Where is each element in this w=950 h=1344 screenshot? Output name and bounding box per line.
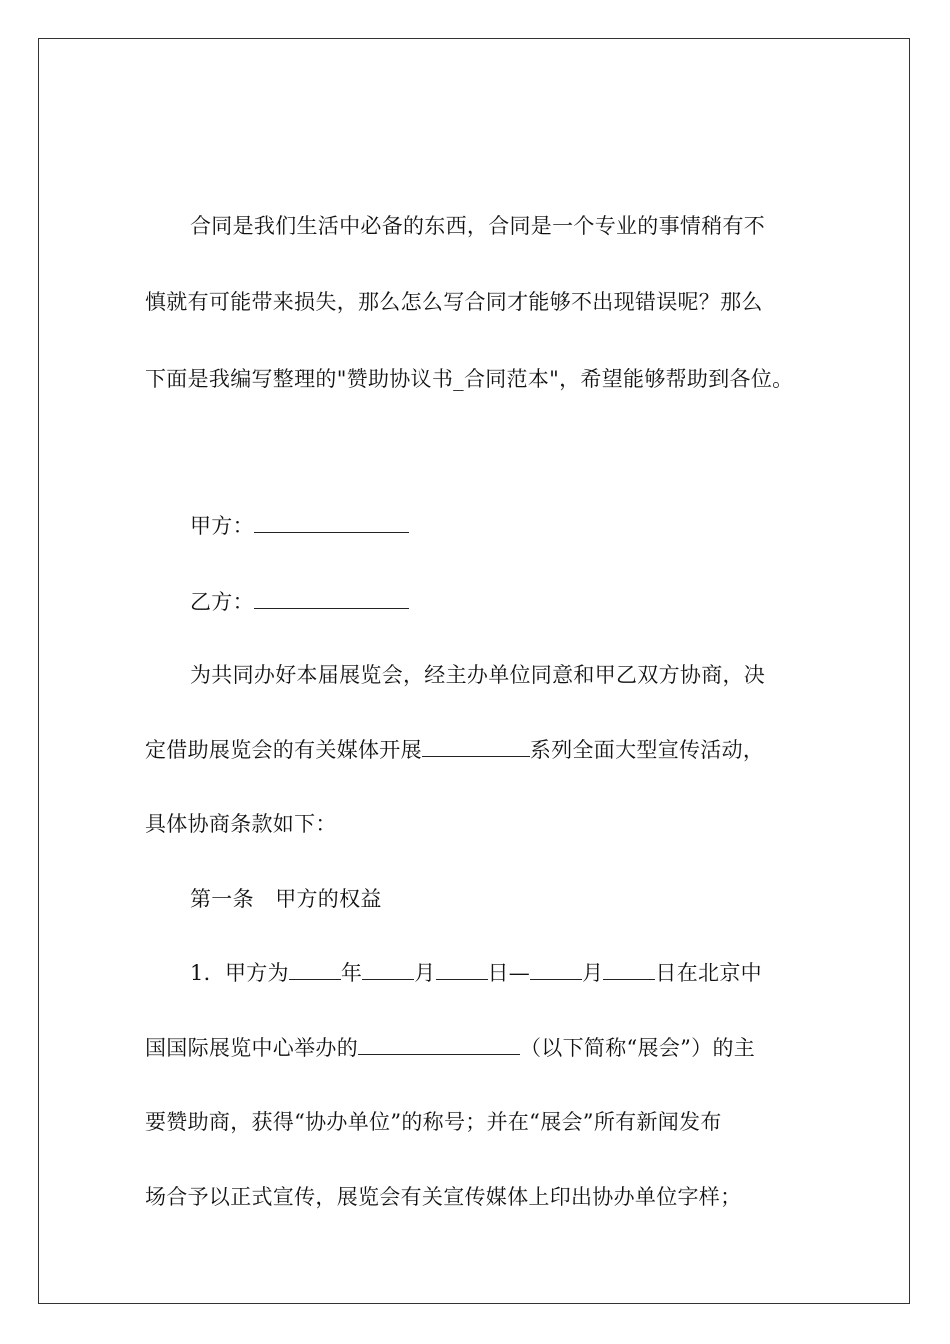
year-label: 年: [340, 961, 363, 985]
article-1-heading: 第一条 甲方的权益: [190, 887, 382, 911]
start-day-blank: [436, 961, 488, 980]
item-1-line-2-start: 国国际展览中心举办的: [145, 1036, 358, 1060]
party-b-label: 乙方：: [190, 590, 254, 614]
party-a-blank: [254, 514, 409, 533]
party-b-line: [190, 588, 409, 616]
preamble-line-1: 为共同办好本届展览会，经主办单位同意和甲乙双方协商，决: [190, 663, 766, 687]
article-1-item-1-line-3: 要赞助商，获得“协办单位”的称号；并在“展会”所有新闻发布: [145, 1110, 722, 1134]
item-1-line-2-end: （以下简称“展会”）的主: [520, 1036, 756, 1060]
article-1-item-1-line-1: [190, 959, 762, 987]
intro-line-3: 下面是我编写整理的"赞助协议书_合同范本"，希望能够帮助到各位。: [145, 367, 794, 391]
exhibition-name-blank: [358, 1036, 520, 1055]
start-month-blank: [362, 961, 414, 980]
end-month-blank: [530, 961, 582, 980]
preamble-line-2-start: 定借助展览会的有关媒体开展: [145, 738, 422, 762]
start-day-label: 日—: [487, 961, 531, 985]
end-day-label: 日在北京中: [655, 961, 762, 985]
party-b-blank: [254, 590, 409, 609]
intro-line-1: 合同是我们生活中必备的东西，合同是一个专业的事情稍有不: [190, 214, 766, 238]
preamble-line-2: [145, 736, 764, 764]
item-1-prefix: 1．甲方为: [190, 961, 289, 985]
preamble-line-2-end: 系列全面大型宣传活动，: [529, 738, 765, 762]
article-1-item-1-line-4: 场合予以正式宣传，展览会有关宣传媒体上印出协办单位字样；: [145, 1185, 742, 1209]
start-month-label: 月: [414, 961, 436, 985]
campaign-name-blank: [422, 738, 530, 757]
end-month-label: 月: [582, 961, 604, 985]
party-a-label: 甲方：: [190, 514, 254, 538]
year-blank: [289, 961, 341, 980]
intro-line-2: 慎就有可能带来损失，那么怎么写合同才能够不出现错误呢？那么: [145, 290, 763, 314]
article-1-item-1-line-2: [145, 1034, 755, 1062]
party-a-line: [190, 512, 409, 540]
end-day-blank: [603, 961, 655, 980]
preamble-line-3: 具体协商条款如下：: [145, 812, 337, 836]
